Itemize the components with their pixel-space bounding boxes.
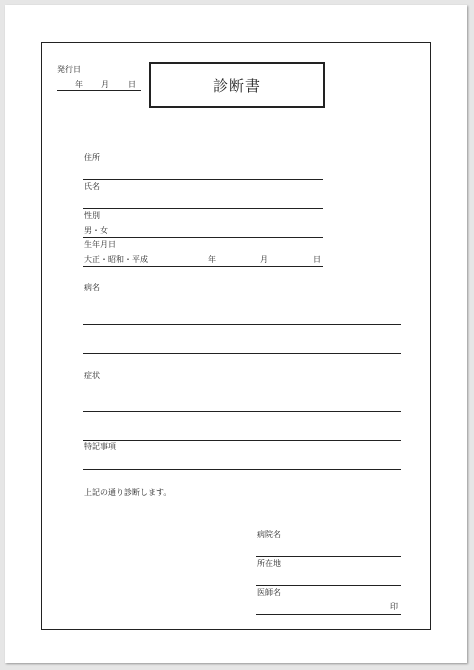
document-page (5, 5, 467, 663)
birth-day-label: 日 (313, 255, 321, 264)
sex-options: 男・女 (84, 226, 108, 235)
address-line (83, 179, 323, 180)
era-options: 大正・昭和・平成 (84, 255, 148, 264)
name-label: 氏名 (84, 182, 100, 191)
location-label: 所在地 (257, 559, 281, 568)
symptoms-label: 症状 (84, 371, 100, 380)
doctor-name-label: 医師名 (257, 588, 281, 597)
sex-label: 性別 (84, 211, 100, 220)
disease-line-1 (83, 324, 401, 325)
address-label: 住所 (84, 153, 100, 162)
remarks-label: 特記事項 (84, 442, 116, 451)
remarks-line (83, 469, 401, 470)
title-box (149, 62, 325, 108)
issue-date-label: 発行日 (57, 65, 81, 74)
disease-label: 病名 (84, 283, 100, 292)
hospital-name-label: 病院名 (257, 530, 281, 539)
issue-month-label: 月 (101, 80, 109, 89)
symptoms-line-2 (83, 440, 401, 441)
issue-year-label: 年 (75, 80, 83, 89)
birth-year-label: 年 (208, 255, 216, 264)
document-title: 診断書 (212, 76, 261, 95)
seal-mark: 印 (390, 602, 398, 611)
birth-date-label: 生年月日 (84, 240, 116, 249)
doctor-name-line (256, 614, 401, 615)
symptoms-line-1 (83, 411, 401, 412)
sex-line (83, 237, 323, 238)
hospital-name-line (256, 556, 401, 557)
name-line (83, 208, 323, 209)
issue-day-label: 日 (128, 80, 136, 89)
issue-date-line (57, 90, 141, 91)
location-line (256, 585, 401, 586)
birth-month-label: 月 (260, 255, 268, 264)
disease-line-2 (83, 353, 401, 354)
certificate-frame (41, 42, 431, 630)
birth-date-line (83, 266, 323, 267)
diagnosis-statement: 上記の通り診断します。 (84, 488, 172, 497)
